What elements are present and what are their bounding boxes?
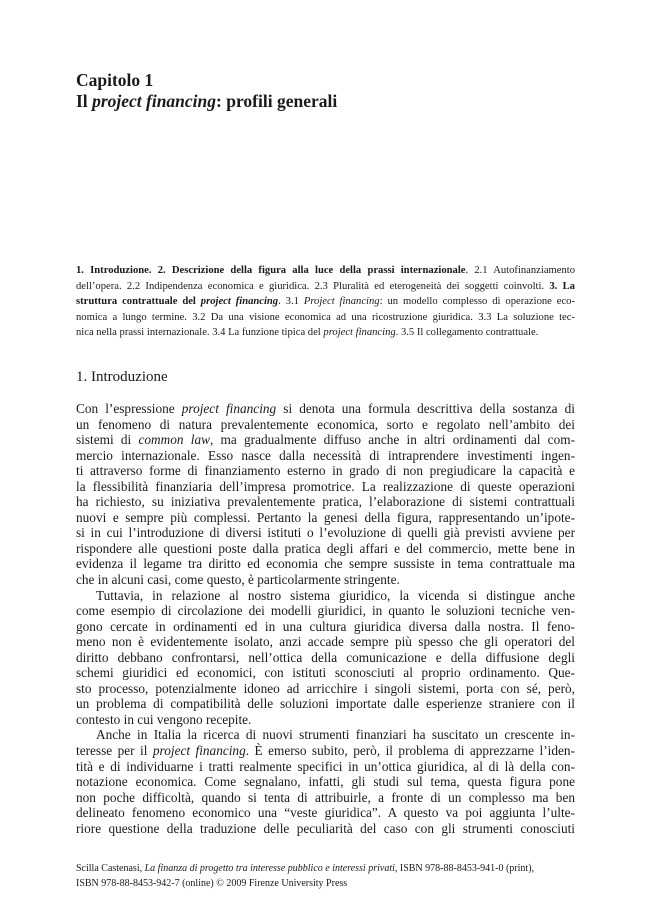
paragraph-line [76, 556, 575, 572]
text-run: . 3.5 Il collegamento contrattuale. [395, 327, 539, 338]
chapter-heading [76, 70, 337, 112]
text-run: contesto in cui vengono recepite. [76, 711, 252, 727]
text-run: nomica a lungo termine. 3.2 Da una visione economica ad una ricostruzione giuridica. 3.3 La soluzione tec- [76, 311, 575, 323]
paragraph-line [76, 712, 575, 728]
text-run: Tuttavia, in relazione al nostro sistema giuridico, la vicenda si distingue anche [96, 587, 575, 603]
paragraph-line [76, 805, 575, 821]
text-run: riore questione della traduzione delle peculiarità del caso con gli strumenti conosciuti [76, 820, 575, 836]
text-run: , ISBN 978-88-8453-941-0 (print), [394, 863, 535, 874]
text-run: meno non è evidentemente isolato, anzi accade sempre più spesso che gli operatori del [76, 634, 575, 650]
chapter-summary [76, 263, 575, 341]
emphasis-text: project financing [152, 743, 246, 759]
emphasis-text: project financing [323, 327, 396, 338]
paragraph-line [76, 727, 575, 743]
paragraph-line [76, 821, 575, 837]
paragraph-line [76, 541, 575, 557]
text-run: la flessibilità finanziaria dell’impresa promotrice. La realizzazione di queste operazioni [76, 478, 575, 494]
text-run: notazione economica. Come segnalano, infatti, gli studi sul tema, questa figura pone [76, 774, 575, 790]
text-run: un fenomeno di natura prevalentemente economica, sorto e regolato nell’ambito dei [76, 416, 575, 432]
paragraph-line [76, 634, 575, 650]
body-text [76, 401, 575, 836]
paragraph-line [76, 448, 575, 464]
paragraph-line [76, 572, 575, 588]
paragraph-line [76, 479, 575, 495]
paragraph-line [76, 417, 575, 433]
text-run: Anche in Italia la ricerca di nuovi strumenti finanziari ha suscitato un crescente in- [96, 727, 575, 743]
text-run: , ma gradualmente diffuso anche in altri ordinamenti dal com- [209, 432, 575, 448]
emphasis-text: common law [138, 432, 210, 448]
text-run: Con l’espressione [76, 401, 182, 416]
text-run: si in cui l’introduzione di diversi istituti o l’evoluzione di quelli già previsti avviene per [76, 525, 575, 541]
text-run: ti attraverso forme di finanziamento esterno in grado di non pregiudicare la capacità e [76, 463, 575, 479]
paragraph-line [76, 603, 575, 619]
paragraph-line [76, 463, 575, 479]
page-footer [76, 861, 575, 891]
text-run: non poche difficoltà, quando si tenta di attribuirle, a fronte di un complesso ma ben [76, 789, 575, 805]
section-heading: 1. Introduzione [76, 369, 168, 385]
emphasis-text: Project financing [303, 296, 380, 307]
text-run: . È emerso subito, però, il problema di apprezzarne l’iden- [245, 743, 575, 759]
text-run: : profili generali [216, 91, 338, 111]
text-run: : un modello complesso di operazione eco- [379, 296, 575, 307]
text-run: mercio internazionale. Esso nasce dalla necessità di intraprendere investimenti ingen- [76, 447, 575, 463]
paragraph-line [76, 432, 575, 448]
chapter-title [76, 91, 337, 112]
summary-line [76, 263, 575, 279]
paragraph-line [76, 790, 575, 806]
paragraph-line [76, 401, 575, 417]
text-run: teresse per il [76, 743, 153, 759]
emphasis-text: project financing [181, 401, 277, 416]
summary-line [76, 294, 575, 310]
paragraph-line [76, 696, 575, 712]
footer-line [76, 861, 575, 876]
paragraph-line [76, 494, 575, 510]
text-run: un problema di compatibilità delle soluzioni importate dalle esperienze straniere con il [76, 696, 575, 712]
text-run: Il [76, 91, 93, 111]
summary-line [76, 279, 575, 295]
paragraph-line [76, 619, 575, 635]
text-run: tità e di individuarne i tratti realmente specifici in un’ottica giuridica, al di là della con- [76, 758, 575, 774]
text-run: nuovi e sempre più complessi. Pertanto la genesi della figura, rappresentando un’ipote- [76, 509, 575, 525]
text-run: sistemi di [76, 432, 139, 448]
text-run: come esempio di circolazione dei modelli giuridici, in quanto le soluzioni tecniche ven- [76, 603, 575, 619]
text-run: dell’opera. 2.2 Indipendenza economica e giuridica. 2.3 Pluralità ed eterogeneità dei soggetti coinvolti. [76, 280, 550, 292]
paragraph-line [76, 759, 575, 775]
paragraph-line [76, 510, 575, 526]
paragraph-line [76, 650, 575, 666]
text-run: rispondere alle questioni poste dalla pratica degli affari e del commercio, mette bene in [76, 540, 575, 556]
paragraph-line [76, 681, 575, 697]
text-run: diritto debbano confrontarsi, nell’ottica della comunicazione e della diffusione degli [76, 649, 575, 665]
text-run: si denota una formula descrittiva della sostanza di [276, 401, 575, 416]
paragraph-line [76, 665, 575, 681]
summary-line [76, 325, 575, 341]
emphasis-text: struttura contrattuale del [76, 296, 201, 307]
emphasis-text: project financing [92, 91, 217, 111]
text-run: che in alcuni casi, come questo, è particolarmente stringente. [76, 572, 400, 588]
paragraph-line [76, 774, 575, 790]
paragraph-line [76, 588, 575, 604]
footer-line [76, 876, 575, 891]
emphasis-text: La finanza di progetto tra interesse pubblico e interessi privati [144, 863, 395, 874]
chapter-label: Capitolo 1 [76, 70, 154, 90]
text-run: schemi giuridici ed economici, con istituti sconosciuti al proprio ordinamento. Que- [76, 665, 575, 681]
summary-line [76, 310, 575, 326]
paragraph-line [76, 525, 575, 541]
text-run: delineato fenomeno economico una “veste giuridica”. A questo va poi aggiunta l’ulte- [76, 805, 575, 821]
emphasis-text: project financing [200, 296, 279, 307]
emphasis-text: 3. La [549, 280, 575, 292]
text-run: . 2.1 Autofinanziamento [465, 265, 575, 276]
text-run: Scilla Castenasi, [76, 863, 145, 874]
text-run: gono cercate in ordinamenti ed in una cultura giuridica diversa dalla nostra. Il feno- [76, 618, 575, 634]
text-run: sto processo, potenzialmente idoneo ad arricchire i singoli sistemi, porta con sé, però, [76, 680, 575, 696]
text-run: evidenza il legame tra diritto ed economia che sempre sussiste in tema contrattuale ma [76, 556, 575, 572]
emphasis-text: 1. Introduzione. 2. Descrizione della figura alla luce della prassi internazionale [76, 265, 466, 276]
paragraph-line [76, 743, 575, 759]
text-run: ISBN 978-88-8453-942-7 (online) © 2009 Firenze University Press [76, 878, 348, 889]
text-run: ha richiesto, su iniziativa prevalentemente pratica, l’elaborazione di sistemi contrattuali [76, 494, 575, 510]
text-run: nica nella prassi internazionale. 3.4 La funzione tipica del [76, 327, 324, 338]
text-run: . 3.1 [278, 296, 304, 307]
